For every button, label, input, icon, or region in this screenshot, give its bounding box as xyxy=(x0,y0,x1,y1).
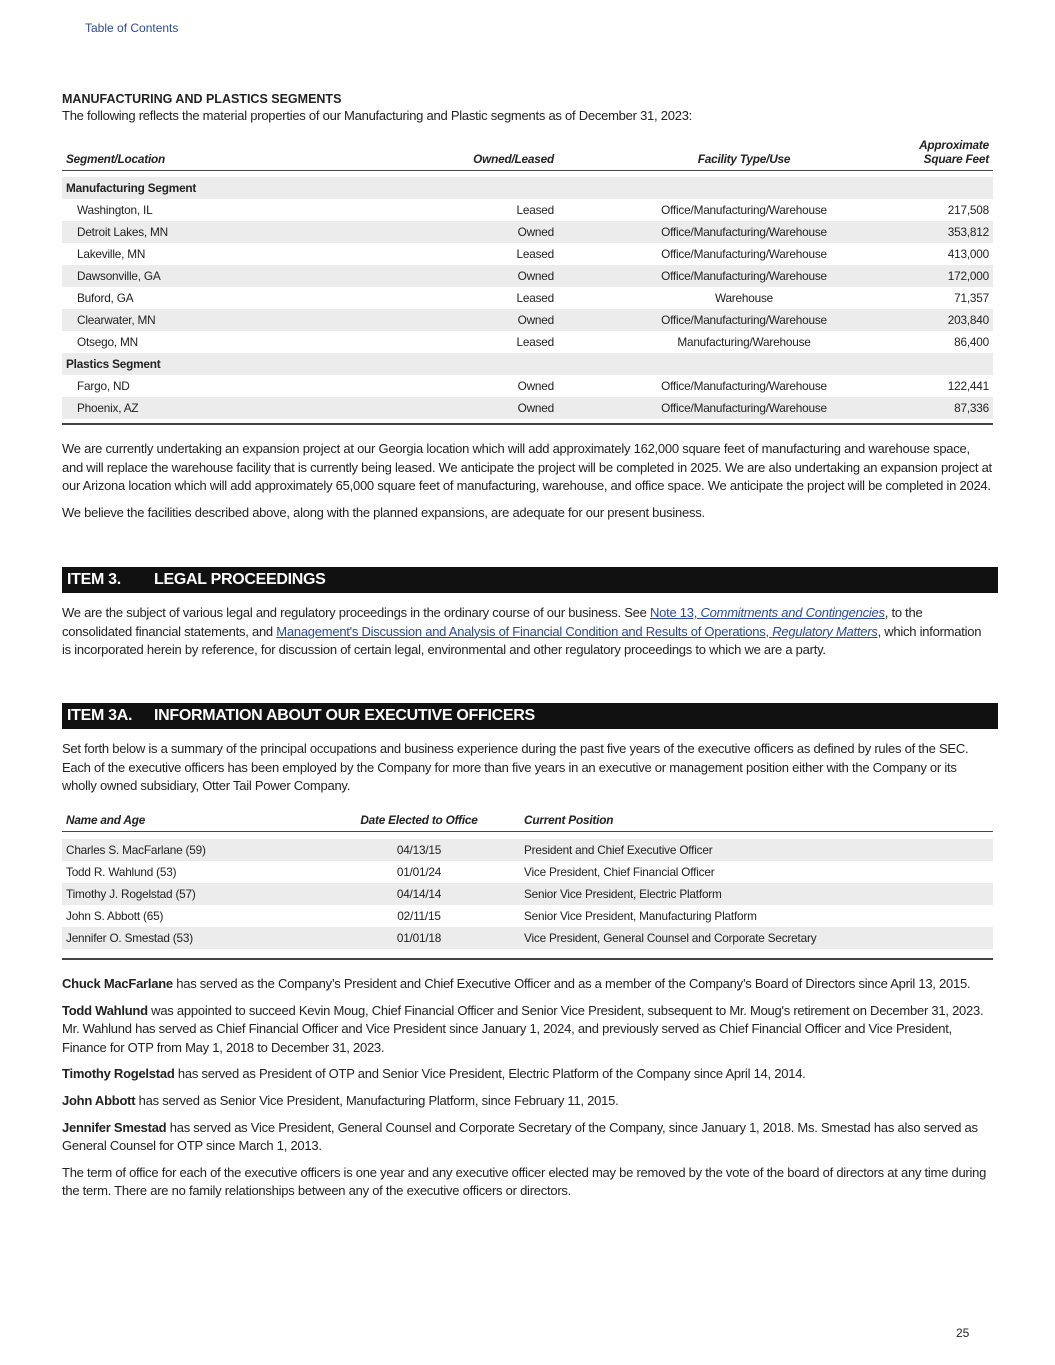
officer-bio: John Abbott has served as Senior Vice President, Manufacturing Platform, since February 11, 2015. xyxy=(62,1092,619,1108)
adequacy-paragraph: We believe the facilities described above, along with the planned expansions, are adequate for our present business. xyxy=(62,504,705,520)
date-elected: 04/14/14 xyxy=(340,883,498,905)
bio-name: Jennifer Smestad xyxy=(62,1119,167,1135)
col-date: Date Elected to Office xyxy=(340,813,498,832)
owned-leased: Owned xyxy=(400,309,554,331)
date-elected: 01/01/24 xyxy=(396,865,442,879)
table-row xyxy=(62,375,993,397)
current-position: Vice President, General Counsel and Corporate Secretary xyxy=(498,927,993,949)
segment-label: Plastics Segment xyxy=(62,353,993,375)
square-feet: 172,000 xyxy=(888,265,993,287)
table-row xyxy=(62,287,993,309)
manufacturing-section xyxy=(62,92,993,134)
table-row xyxy=(62,243,993,265)
facility-type: Manufacturing/Warehouse xyxy=(677,335,811,349)
col-facility: Facility Type/Use xyxy=(554,138,888,171)
facility-type: Warehouse xyxy=(714,291,774,305)
square-feet: 87,336 xyxy=(888,397,993,419)
location: Phoenix, AZ xyxy=(62,397,400,419)
bio-name: Todd Wahlund xyxy=(62,1002,148,1018)
facility-type: Office/Manufacturing/Warehouse xyxy=(554,265,888,287)
col-owned: Owned/Leased xyxy=(400,138,554,171)
current-position: President and Chief Executive Officer xyxy=(498,839,993,861)
owned-leased: Leased xyxy=(516,335,554,349)
segment-label: Manufacturing Segment xyxy=(62,177,993,199)
officer-bio: Jennifer Smestad has served as Vice President, General Counsel and Corporate Secretary of the Company, since January 1, 2018. Ms. Smestad has also served as General Counsel for OTP since March 1, 2013. xyxy=(62,1119,978,1154)
date-elected: 02/11/15 xyxy=(397,909,441,923)
location: Detroit Lakes, MN xyxy=(62,221,400,243)
current-position: Vice President, Chief Financial Officer xyxy=(524,865,715,879)
location: Lakeville, MN xyxy=(77,247,146,261)
current-position: Senior Vice President, Manufacturing Platform xyxy=(524,909,757,923)
owned-leased: Leased xyxy=(516,247,554,261)
officer-name: Charles S. MacFarlane (59) xyxy=(62,839,340,861)
square-feet: 86,400 xyxy=(954,335,989,349)
location: Clearwater, MN xyxy=(62,309,400,331)
facility-type: Office/Manufacturing/Warehouse xyxy=(661,203,827,217)
item3a-intro xyxy=(62,740,993,804)
table-row xyxy=(62,353,993,375)
note13-link[interactable]: Note 13, Commitments and Contingencies xyxy=(649,605,885,620)
square-feet: 203,840 xyxy=(888,309,993,331)
officer-bio: Chuck MacFarlane has served as the Company’s President and Chief Executive Officer and as a member of the Company’s Board of Directors since April 13, 2015. xyxy=(62,976,971,991)
officer-name: John S. Abbott (65) xyxy=(66,909,164,923)
officers-table xyxy=(62,813,993,949)
expansion-paragraph: We are currently undertaking an expansion project at our Georgia location which will add approximately 162,000 square feet of manufacturing and warehouse space, and will replace the warehouse facility that is currently being leased. We anticipate the project will be completed in 2025. We are also undertaking an expansion project at our Arizona location which will add approximately 65,000 square feet of manufacturing, warehouse, and office space. We anticipate the project will be completed in 2024. xyxy=(62,441,992,494)
table-of-contents-link[interactable]: Table of Contents xyxy=(85,21,179,35)
location: Otsego, MN xyxy=(77,335,138,349)
section-heading: MANUFACTURING AND PLASTICS SEGMENTS xyxy=(62,92,342,106)
facility-type: Office/Manufacturing/Warehouse xyxy=(554,309,888,331)
table-bottom-rule xyxy=(62,958,993,960)
officer-name: Todd R. Wahlund (53) xyxy=(66,865,177,879)
bio-name: Chuck MacFarlane xyxy=(62,976,173,991)
closing-paragraph: The term of office for each of the executive officers is one year and any executive officer elected may be removed by the vote of the board of directors at any time during the term. There are no family relationships between any of the executive officers or directors. xyxy=(62,1164,987,1199)
owned-leased: Owned xyxy=(517,379,554,393)
table-row xyxy=(62,199,993,221)
bio-name: John Abbott xyxy=(62,1092,136,1108)
table-row xyxy=(62,309,993,331)
facility-type: Office/Manufacturing/Warehouse xyxy=(661,247,827,261)
square-feet: 353,812 xyxy=(888,221,993,243)
owned-leased: Owned xyxy=(400,397,554,419)
table-row xyxy=(62,177,993,199)
officer-bio: Todd Wahlund was appointed to succeed Kevin Moug, Chief Financial Officer and Senior Vice President, subsequent to Mr. Moug's retirement on December 31, 2023. Mr. Wahlund has served as Chief Financial Officer and Vice President since January 1, 2024, and previously served as Chief Financial Officer and Vice President, Finance for OTP from May 1, 2018 to December 31, 2023. xyxy=(62,1002,984,1055)
mdna-link[interactable]: Management's Discussion and Analysis of Financial Condition and Results of Operations, Regulatory Matters xyxy=(276,623,878,639)
table-row xyxy=(62,331,993,353)
col-sqft: Approximate Square Feet xyxy=(888,138,993,171)
officer-name: Jennifer O. Smestad (53) xyxy=(62,927,340,949)
facility-type: Office/Manufacturing/Warehouse xyxy=(661,379,827,393)
location: Washington, IL xyxy=(77,203,153,217)
officers-table-wrap xyxy=(62,813,993,960)
col-position: Current Position xyxy=(498,813,993,832)
table-row xyxy=(62,397,993,419)
page-number: 25 xyxy=(956,1326,970,1340)
facility-type: Office/Manufacturing/Warehouse xyxy=(554,397,888,419)
location: Dawsonville, GA xyxy=(62,265,400,287)
bio-name: Timothy Rogelstad xyxy=(62,1066,175,1082)
date-elected: 01/01/18 xyxy=(340,927,498,949)
col-name: Name and Age xyxy=(62,813,340,832)
officer-name: Timothy J. Rogelstad (57) xyxy=(62,883,340,905)
facility-type: Office/Manufacturing/Warehouse xyxy=(554,221,888,243)
officer-bios xyxy=(62,975,993,1209)
table-row xyxy=(62,905,993,927)
table-row xyxy=(62,861,993,883)
table-row xyxy=(62,883,993,905)
item3-header: ITEM 3. LEGAL PROCEEDINGS xyxy=(62,567,998,593)
expansion-text xyxy=(62,440,993,530)
properties-table xyxy=(62,138,993,419)
officers-intro: Set forth below is a summary of the principal occupations and business experience during the past five years of the executive officers as defined by rules of the SEC. Each of the executive officers has been employed by the Company for more than five years in an executive or management position either with the Company or its wholly owned subsidiary, Otter Tail Power Company. xyxy=(62,741,969,794)
officer-bio: Timothy Rogelstad has served as President of OTP and Senior Vice President, Electric Platform of the Company since April 14, 2014. xyxy=(62,1066,806,1082)
square-feet: 71,357 xyxy=(954,291,989,305)
owned-leased: Leased xyxy=(516,203,554,217)
table-row xyxy=(62,221,993,243)
owned-leased: Owned xyxy=(400,221,554,243)
location: Fargo, ND xyxy=(77,379,130,393)
owned-leased: Leased xyxy=(516,291,554,305)
table-row xyxy=(62,839,993,861)
section-intro: The following reflects the material properties of our Manufacturing and Plastic segments as of December 31, 2023: xyxy=(62,108,693,123)
current-position: Senior Vice President, Electric Platform xyxy=(498,883,993,905)
table-row xyxy=(62,265,993,287)
table-bottom-rule xyxy=(62,423,993,425)
date-elected: 04/13/15 xyxy=(340,839,498,861)
square-feet: 413,000 xyxy=(947,247,989,261)
table-row xyxy=(62,927,993,949)
square-feet: 217,508 xyxy=(947,203,989,217)
location: Buford, GA xyxy=(77,291,134,305)
col-location: Segment/Location xyxy=(62,138,400,171)
item3a-header: ITEM 3A. INFORMATION ABOUT OUR EXECUTIVE OFFICERS xyxy=(62,703,998,729)
legal-paragraph: We are the subject of various legal and regulatory proceedings in the ordinary course of our business. See Note 13, Commitments and Contingencies, to the consolidated financial statements, and Management's Discussion and Analysis of Financial Condition and Results of Operations, Regulatory Matters, which information is incorporated herein by reference, for discussion of certain legal, environmental and other regulatory proceedings to which we are a party. xyxy=(62,605,982,658)
square-feet: 122,441 xyxy=(947,379,989,393)
item3-body xyxy=(62,604,993,668)
owned-leased: Owned xyxy=(400,265,554,287)
properties-table-wrap xyxy=(62,138,993,425)
